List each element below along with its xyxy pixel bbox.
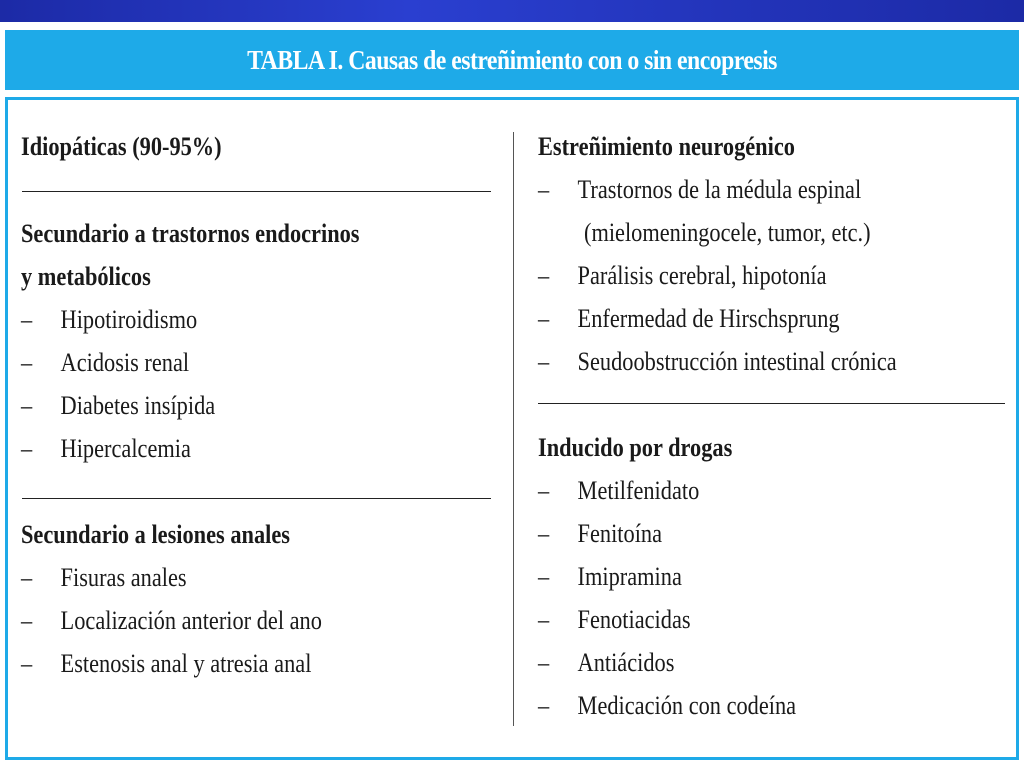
divider-3 xyxy=(538,403,1005,404)
column-divider xyxy=(513,132,514,726)
dash: – xyxy=(21,434,33,463)
list-item-label: Fisuras anales xyxy=(60,563,187,592)
list-item xyxy=(21,434,191,464)
list-item xyxy=(538,691,797,721)
list-item-label: Diabetes insípida xyxy=(60,391,216,420)
top-banner xyxy=(0,0,1024,22)
list-item xyxy=(538,605,691,635)
list-item-label: Fenotiacidas xyxy=(577,605,691,634)
list-item-label: Parálisis cerebral, hipotonía xyxy=(577,261,827,290)
list-item xyxy=(21,563,187,593)
drugs-heading: Inducido por drogas xyxy=(538,433,733,462)
endocrine-heading-line2: y metabólicos xyxy=(21,262,151,291)
dash: – xyxy=(538,605,550,634)
list-item-label: Hipotiroidismo xyxy=(60,305,198,334)
list-item-continuation: (mielomeningocele, tumor, etc.) xyxy=(584,218,871,247)
list-item-label: Enfermedad de Hirschsprung xyxy=(577,304,840,333)
table-frame xyxy=(5,97,1019,760)
list-item-label: Seudoobstrucción intestinal crónica xyxy=(577,347,897,376)
list-item xyxy=(538,562,682,592)
dash: – xyxy=(21,649,33,678)
divider-1 xyxy=(22,191,491,192)
dash: – xyxy=(538,691,550,720)
neurogenic-heading: Estreñimiento neurogénico xyxy=(538,132,795,161)
list-item-label: Imipramina xyxy=(577,562,682,591)
list-item-label: Hipercalcemia xyxy=(60,434,191,463)
dash: – xyxy=(538,261,550,290)
dash: – xyxy=(21,305,33,334)
dash: – xyxy=(21,606,33,635)
list-item-label: Metilfenidato xyxy=(577,476,700,505)
list-item xyxy=(21,348,190,378)
anal-heading: Secundario a lesiones anales xyxy=(21,520,290,549)
dash: – xyxy=(538,519,550,548)
list-item xyxy=(21,649,312,679)
list-item-label: Antiácidos xyxy=(577,648,675,677)
list-item xyxy=(538,175,862,205)
dash: – xyxy=(538,648,550,677)
divider-2 xyxy=(22,498,491,499)
dash: – xyxy=(21,391,33,420)
list-item xyxy=(538,261,827,291)
list-item xyxy=(538,347,897,377)
list-item xyxy=(21,391,216,421)
list-item xyxy=(538,519,663,549)
list-item-label: Localización anterior del ano xyxy=(60,606,322,635)
dash: – xyxy=(538,476,550,505)
list-item xyxy=(538,304,840,334)
list-item xyxy=(21,305,198,335)
list-item-label: Medicación con codeína xyxy=(577,691,797,720)
endocrine-heading-line1: Secundario a trastornos endocrinos xyxy=(21,219,360,248)
list-item xyxy=(538,476,700,506)
list-item-label: Fenitoína xyxy=(577,519,663,548)
idiopathic-heading: Idiopáticas (90-95%) xyxy=(21,132,222,161)
dash: – xyxy=(21,348,33,377)
list-item xyxy=(538,648,675,678)
list-item-label: Trastornos de la médula espinal xyxy=(577,175,862,204)
table-title: TABLA I. Causas de estreñimiento con o sin encopresis xyxy=(247,44,777,75)
dash: – xyxy=(538,562,550,591)
dash: – xyxy=(538,347,550,376)
dash: – xyxy=(21,563,33,592)
list-item-label: Estenosis anal y atresia anal xyxy=(60,649,312,678)
dash: – xyxy=(538,175,550,204)
dash: – xyxy=(538,304,550,333)
list-item xyxy=(21,606,322,636)
table-title-bar xyxy=(5,30,1019,90)
list-item-label: Acidosis renal xyxy=(60,348,190,377)
